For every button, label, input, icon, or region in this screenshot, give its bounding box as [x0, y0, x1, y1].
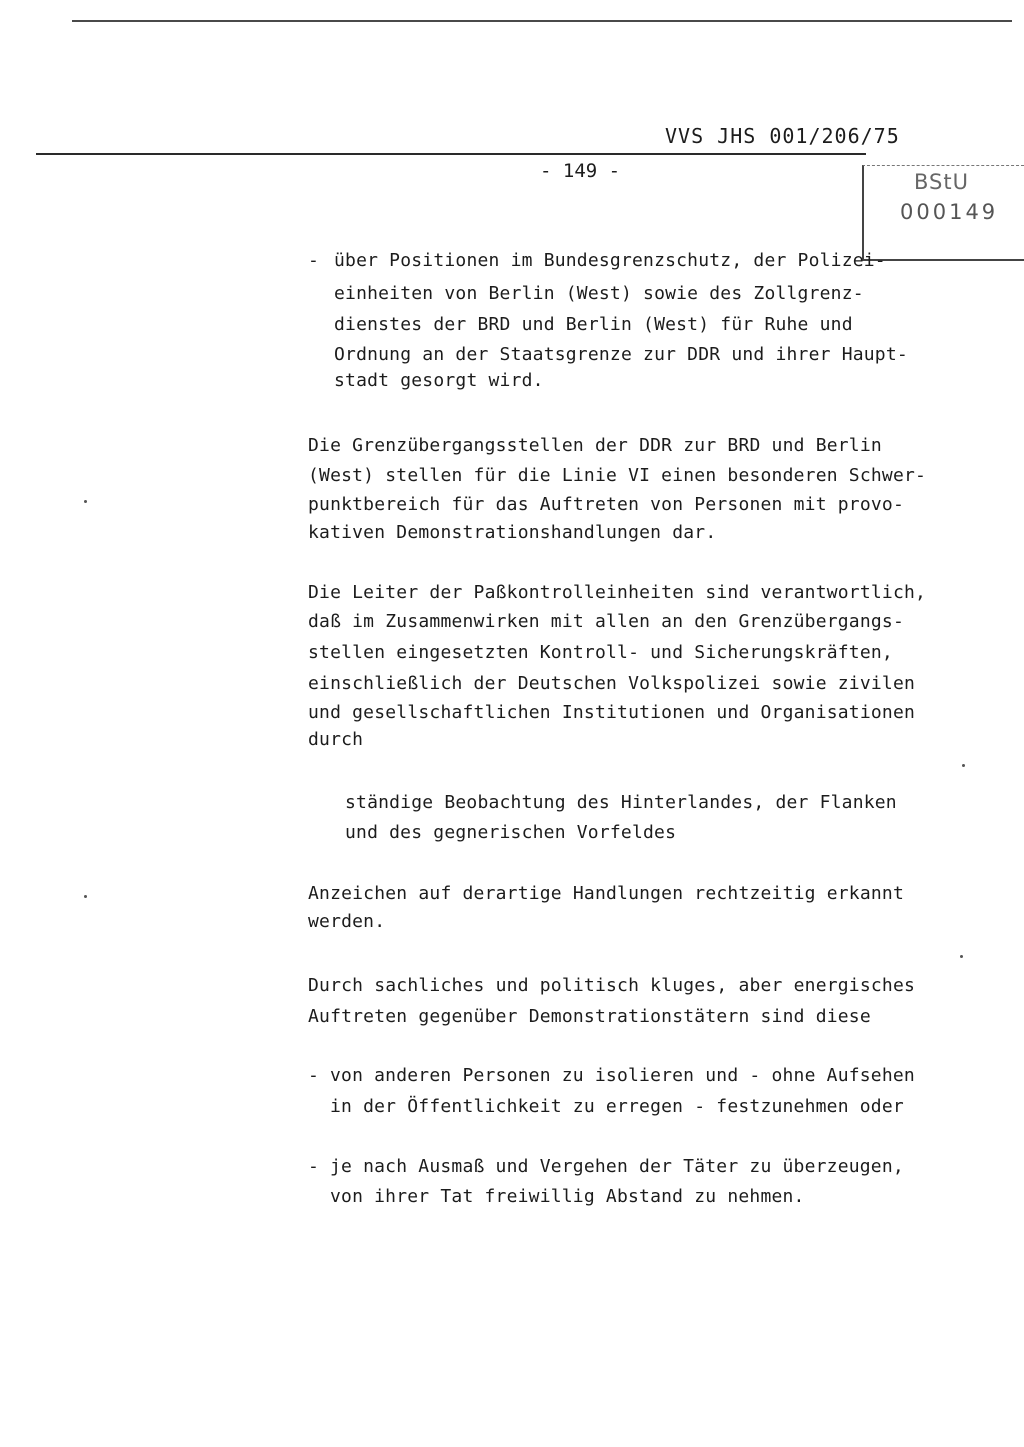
- text-line: punktbereich für das Auftreten von Personen mit provo-: [308, 494, 904, 515]
- text-line: werden.: [308, 911, 386, 932]
- text-line: Durch sachliches und politisch kluges, aber energisches: [308, 975, 916, 996]
- scan-speck: [960, 955, 963, 958]
- scan-speck: [84, 895, 87, 898]
- list-bullet: -: [308, 250, 319, 271]
- text-line: durch: [308, 729, 364, 750]
- list-bullet: -: [308, 1065, 319, 1086]
- text-line: stadt gesorgt wird.: [334, 370, 544, 391]
- text-line: kativen Demonstrationshandlungen dar.: [308, 522, 717, 543]
- list-bullet: -: [308, 1156, 319, 1177]
- document-reference: VVS JHS 001/206/75: [665, 124, 900, 148]
- scan-speck: [962, 764, 965, 767]
- text-line: Ordnung an der Staatsgrenze zur DDR und ihrer Haupt-: [334, 344, 908, 365]
- stamp-line-1: BStU: [914, 170, 969, 194]
- text-line: (West) stellen für die Linie VI einen besonderen Schwer-: [308, 465, 927, 486]
- text-line: und des gegnerischen Vorfeldes: [345, 822, 677, 843]
- text-line: einheiten von Berlin (West) sowie des Zollgrenz-: [334, 283, 864, 304]
- text-line: ständige Beobachtung des Hinterlandes, der Flanken: [345, 792, 897, 813]
- text-line: dienstes der BRD und Berlin (West) für Ruhe und: [334, 314, 853, 335]
- text-line: Die Grenzübergangsstellen der DDR zur BRD und Berlin: [308, 435, 882, 456]
- text-line: einschließlich der Deutschen Volkspolizei sowie zivilen: [308, 673, 916, 694]
- text-line: je nach Ausmaß und Vergehen der Täter zu überzeugen,: [330, 1156, 904, 1177]
- text-line: Die Leiter der Paßkontrolleinheiten sind verantwortlich,: [308, 582, 927, 603]
- text-line: über Positionen im Bundesgrenzschutz, der Polizei-: [334, 250, 886, 271]
- text-line: daß im Zusammenwirken mit allen an den Grenzübergangs-: [308, 611, 904, 632]
- text-line: und gesellschaftlichen Institutionen und Organisationen: [308, 702, 916, 723]
- header-rule: [36, 153, 866, 155]
- text-line: in der Öffentlichkeit zu erregen - festzunehmen oder: [330, 1096, 904, 1117]
- archive-stamp: [862, 165, 1024, 261]
- scan-speck: [84, 500, 87, 503]
- text-line: Anzeichen auf derartige Handlungen rechtzeitig erkannt: [308, 883, 904, 904]
- stamp-line-2: 000149: [900, 200, 999, 224]
- top-edge-line: [72, 20, 1012, 22]
- text-line: von ihrer Tat freiwillig Abstand zu nehmen.: [330, 1186, 805, 1207]
- page-number: - 149 -: [540, 160, 621, 182]
- text-line: stellen eingesetzten Kontroll- und Sicherungskräften,: [308, 642, 893, 663]
- text-line: von anderen Personen zu isolieren und - ohne Aufsehen: [330, 1065, 915, 1086]
- text-line: Auftreten gegenüber Demonstrationstätern sind diese: [308, 1006, 871, 1027]
